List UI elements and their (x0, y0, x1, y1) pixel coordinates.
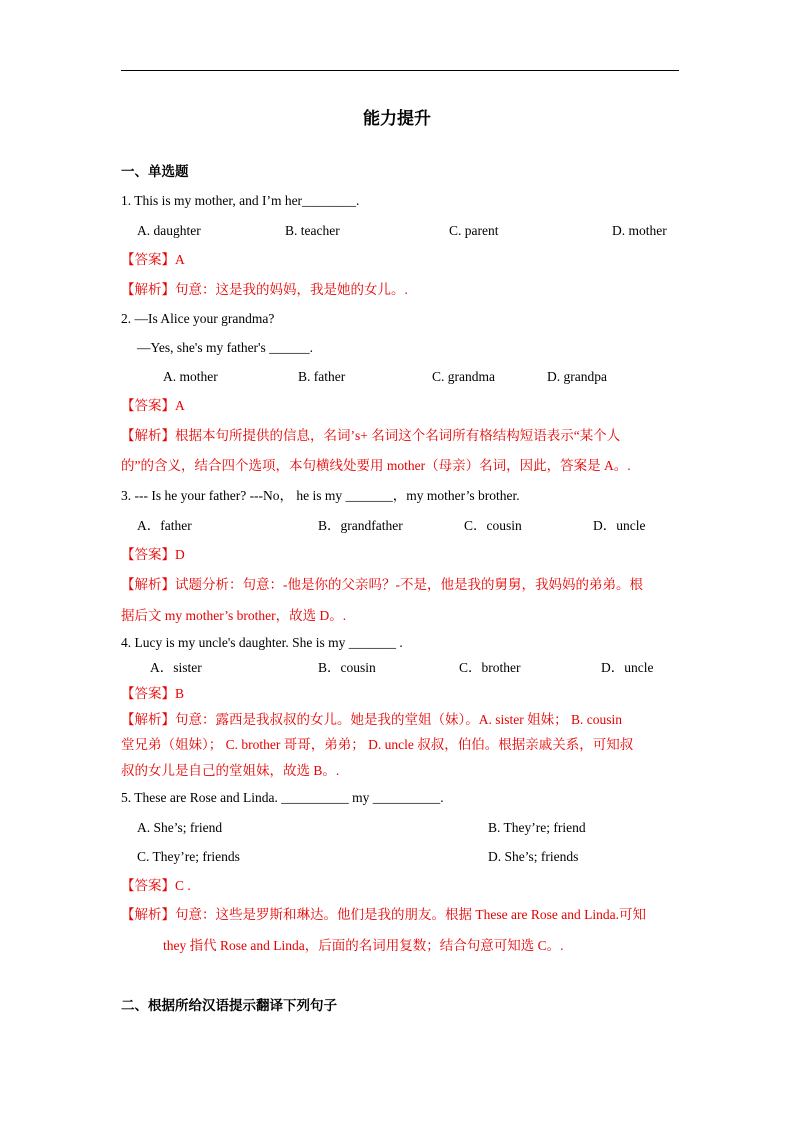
question-2-option-d: D. grandpa (547, 369, 607, 384)
question-3-option-a: A．father (137, 518, 192, 533)
question-4-option-d: D．uncle (601, 660, 654, 675)
question-4-analysis-line3: 叔的女儿是自己的堂姐妹，故选 B。. (121, 763, 340, 778)
analysis-label: 【解析】 (121, 712, 175, 728)
question-3-analysis (121, 576, 643, 594)
question-5-analysis (121, 906, 646, 924)
question-3-answer (121, 546, 185, 564)
question-2-option-c: C. grandma (432, 369, 495, 384)
analysis-line: 根据本句所提供的信息，名词’s+ 名词这个名词所有格结构短语表示“某个人 (175, 428, 621, 443)
question-3-stem: 3. --- Is he your father? ---No， he is my _______，my mother’s brother. (121, 488, 520, 503)
answer-label: 【答案】 (121, 398, 175, 414)
answer-value: D (175, 547, 185, 562)
analysis-label: 【解析】 (121, 282, 175, 298)
analysis-label: 【解析】 (121, 428, 175, 444)
question-2-stem-line2: —Yes, she's my father's ______. (137, 340, 313, 355)
question-2-answer (121, 397, 185, 415)
page-title: 能力提升 (363, 109, 431, 129)
question-5-option-a: A. She’s; friend (137, 820, 223, 835)
question-2-option-a: A. mother (163, 369, 218, 384)
question-4-option-c: C．brother (459, 660, 521, 675)
question-4-answer (121, 685, 184, 703)
analysis-line: 句意：这些是罗斯和琳达。他们是我的朋友。根据 These are Rose and Linda.可知 (175, 907, 646, 922)
answer-value: A (175, 252, 185, 267)
question-1-option-a: A. daughter (137, 223, 201, 238)
question-1-answer (121, 251, 185, 269)
question-1-analysis (121, 281, 408, 299)
question-4-option-b: B．cousin (318, 660, 376, 675)
question-4-analysis-line2: 堂兄弟（姐妹）； C. brother 哥哥，弟弟； D. uncle 叔叔，伯伯。根据亲戚关系，可知叔 (121, 737, 634, 752)
answer-value: B (175, 686, 185, 701)
answer-label: 【答案】 (121, 547, 175, 563)
question-2-analysis-line2: 的”的含义，结合四个选项，本句横线处要用 mother（母亲）名词，因此，答案是 A。. (121, 458, 631, 473)
question-4-analysis (121, 711, 622, 729)
analysis-line: 试题分析：句意：-他是你的父亲吗？-不是，他是我的舅舅，我妈妈的弟弟。根 (175, 577, 643, 592)
question-1-option-d: D. mother (612, 223, 667, 238)
analysis-label: 【解析】 (121, 907, 175, 923)
answer-label: 【答案】 (121, 686, 175, 702)
question-1-stem: 1. This is my mother, and I’m her________. (121, 193, 360, 208)
answer-value: C . (175, 878, 191, 893)
question-3-option-c: C．cousin (464, 518, 522, 533)
answer-value: A (175, 398, 185, 413)
question-5-option-d: D. She’s; friends (488, 849, 579, 864)
analysis-line: 句意：露西是我叔叔的女儿。她是我的堂姐（妹）。A. sister 姐妹； B. cousin (175, 712, 622, 727)
question-3-option-b: B．grandfather (318, 518, 403, 533)
question-4-option-a: A．sister (150, 660, 202, 675)
analysis-line: 句意：这是我的妈妈，我是她的女儿。. (175, 282, 408, 297)
question-5-answer (121, 877, 191, 895)
question-4-stem: 4. Lucy is my uncle's daughter. She is my _______ . (121, 635, 403, 650)
question-2-option-b: B. father (298, 369, 346, 384)
answer-label: 【答案】 (121, 252, 175, 268)
section-heading-single-choice: 一、单选题 (121, 164, 189, 180)
header-rule (121, 70, 679, 71)
question-5-option-b: B. They’re; friend (488, 820, 586, 835)
analysis-label: 【解析】 (121, 577, 175, 593)
question-3-analysis-line2: 据后文 my mother’s brother，故选 D。. (121, 608, 347, 623)
question-2-stem: 2. —Is Alice your grandma? (121, 311, 275, 326)
answer-label: 【答案】 (121, 878, 175, 894)
question-5-stem: 5. These are Rose and Linda. __________ my __________. (121, 790, 444, 805)
question-1-option-c: C. parent (449, 223, 499, 238)
question-1-option-b: B. teacher (285, 223, 340, 238)
question-5-option-c: C. They’re; friends (137, 849, 240, 864)
section-heading-translation: 二、根据所给汉语提示翻译下列句子 (121, 998, 337, 1014)
question-2-analysis (121, 427, 620, 445)
question-3-option-d: D．uncle (593, 518, 646, 533)
question-5-analysis-line2: they 指代 Rose and Linda，后面的名词用复数；结合句意可知选 C。. (163, 938, 564, 953)
